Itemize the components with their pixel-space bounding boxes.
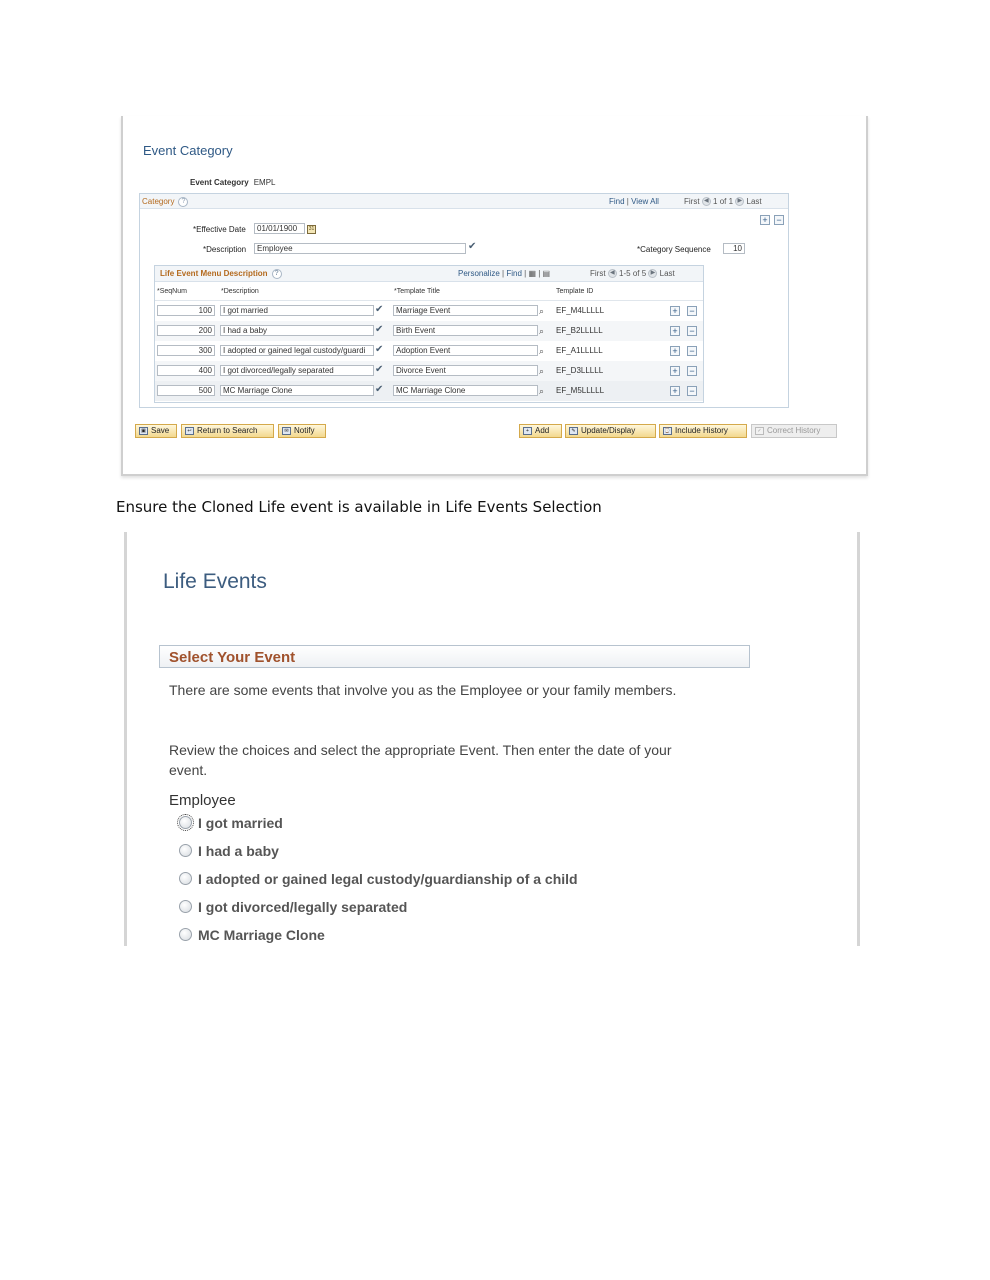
find-link[interactable]: Find <box>506 269 522 278</box>
radio-label[interactable]: I got married <box>198 815 283 831</box>
download-icon[interactable]: ▤ <box>542 269 551 278</box>
radio-button[interactable] <box>179 872 192 885</box>
add-row-icon[interactable]: + <box>670 386 680 396</box>
description-input[interactable]: I got married <box>220 305 374 316</box>
radio-label[interactable]: MC Marriage Clone <box>198 927 325 943</box>
section-title: Select Your Event <box>169 649 296 666</box>
spell-check-icon[interactable]: ✔ <box>375 384 384 395</box>
template-id: EF_M4LLLLL <box>556 306 605 315</box>
next-arrow-icon[interactable]: ▶ <box>648 269 657 278</box>
event-category-line <box>190 178 275 187</box>
table-row <box>155 381 703 401</box>
spell-check-icon[interactable]: ✔ <box>375 364 384 375</box>
life-events-screenshot <box>124 532 860 946</box>
last-label: Last <box>659 269 675 278</box>
effective-date-label: *Effective Date <box>193 225 246 234</box>
delete-row-icon[interactable]: − <box>687 306 697 316</box>
delete-row-icon[interactable]: − <box>687 346 697 356</box>
add-row-icon[interactable]: + <box>760 215 770 225</box>
col-description[interactable]: *Description <box>221 288 259 295</box>
spell-check-icon[interactable]: ✔ <box>468 241 477 252</box>
description-input[interactable]: Employee <box>254 243 466 254</box>
page-title: Event Category <box>143 143 233 158</box>
delete-row-icon[interactable]: − <box>687 326 697 336</box>
previous-arrow-icon[interactable]: ◀ <box>608 269 617 278</box>
seqnum-input[interactable]: 200 <box>157 325 215 336</box>
first-label: First <box>590 269 606 278</box>
category-pager <box>684 197 762 206</box>
grid-header <box>155 266 703 282</box>
update-display-button[interactable]: ✎ Update/Display <box>565 424 656 438</box>
seqnum-input[interactable]: 500 <box>157 385 215 396</box>
seqnum-input[interactable]: 300 <box>157 345 215 356</box>
lookup-icon[interactable]: ⌕ <box>539 366 545 376</box>
view-icon[interactable]: ▦ <box>528 269 536 278</box>
help-icon[interactable]: ? <box>272 269 282 279</box>
spell-check-icon[interactable]: ✔ <box>375 304 384 315</box>
view-all-link[interactable]: View All <box>631 197 659 206</box>
first-label: First <box>684 197 700 206</box>
event-category-label: Event Category <box>190 178 249 187</box>
table-row <box>155 321 703 341</box>
update-icon: ✎ <box>569 427 578 435</box>
category-sequence-label: *Category Sequence <box>637 245 711 254</box>
life-event-menu-grid <box>154 265 704 403</box>
correct-history-icon: ✓ <box>755 427 764 435</box>
find-link[interactable]: Find <box>609 197 625 206</box>
include-history-button[interactable]: ⌚ Include History <box>659 424 747 438</box>
table-row <box>155 341 703 361</box>
notify-button[interactable]: ✉ Notify <box>278 424 326 438</box>
description-input[interactable]: I adopted or gained legal custody/guardi <box>220 345 374 356</box>
lookup-icon[interactable]: ⌕ <box>539 306 545 316</box>
row-count: 1 of 1 <box>713 197 734 206</box>
radio-label[interactable]: I adopted or gained legal custody/guardianship of a child <box>198 871 578 887</box>
description-input[interactable]: MC Marriage Clone <box>220 385 374 396</box>
intro-paragraph: There are some events that involve you as the Employee or your family members. <box>169 682 677 698</box>
add-row-icon[interactable]: + <box>670 366 680 376</box>
template-title-input[interactable]: Birth Event <box>393 325 538 336</box>
notify-icon: ✉ <box>282 427 291 435</box>
radio-button[interactable] <box>179 816 192 829</box>
return-to-search-button[interactable]: ↩ Return to Search <box>181 424 274 438</box>
description-label: *Description <box>203 245 247 254</box>
save-button[interactable]: ▣ Save <box>135 424 177 438</box>
spell-check-icon[interactable]: ✔ <box>375 324 384 335</box>
add-row-icon[interactable]: + <box>670 306 680 316</box>
template-title-input[interactable]: MC Marriage Clone <box>393 385 538 396</box>
save-icon: ▣ <box>139 427 148 435</box>
table-row <box>155 301 703 321</box>
template-id: EF_D3LLLLL <box>556 366 604 375</box>
radio-button[interactable] <box>179 844 192 857</box>
page-title: Life Events <box>163 570 267 593</box>
template-id: EF_M5LLLLL <box>556 386 605 395</box>
correct-history-button[interactable]: ✓ Correct History <box>751 424 837 438</box>
delete-row-icon[interactable]: − <box>687 386 697 396</box>
help-icon[interactable]: ? <box>178 197 188 207</box>
category-label: Category ? <box>142 197 188 207</box>
category-section <box>139 193 789 408</box>
lookup-icon[interactable]: ⌕ <box>539 326 545 336</box>
add-button[interactable]: + Add <box>519 424 562 438</box>
seqnum-input[interactable]: 100 <box>157 305 215 316</box>
radio-button[interactable] <box>179 928 192 941</box>
category-header <box>140 194 788 209</box>
last-label: Last <box>746 197 762 206</box>
caption-text: Ensure the Cloned Life event is available in Life Events Selection <box>116 498 602 516</box>
radio-button[interactable] <box>179 900 192 913</box>
category-nav: Find | View All <box>609 197 659 206</box>
radio-label[interactable]: I had a baby <box>198 843 279 859</box>
employee-group-label: Employee <box>169 792 236 809</box>
add-row-icon[interactable]: + <box>670 346 680 356</box>
seqnum-input[interactable]: 400 <box>157 365 215 376</box>
personalize-link[interactable]: Personalize <box>458 269 500 278</box>
event-category-value: EMPL <box>253 178 276 187</box>
description-input[interactable]: I got divorced/legally separated <box>220 365 374 376</box>
add-row-icon[interactable]: + <box>670 326 680 336</box>
template-title-input[interactable]: Adoption Event <box>393 345 538 356</box>
history-icon: ⌚ <box>664 428 671 434</box>
template-id: EF_B2LLLLL <box>556 326 603 335</box>
lookup-icon[interactable]: ⌕ <box>539 386 545 396</box>
table-row <box>155 361 703 381</box>
col-seqnum[interactable]: *SeqNum <box>157 288 187 295</box>
effective-date-input[interactable]: 01/01/1900 <box>254 223 305 234</box>
category-sequence-input[interactable]: 10 <box>723 243 745 254</box>
delete-row-icon[interactable]: − <box>774 215 784 225</box>
lookup-icon[interactable]: ⌕ <box>539 346 545 356</box>
delete-row-icon[interactable]: − <box>687 366 697 376</box>
next-arrow-icon[interactable]: ▶ <box>735 197 744 206</box>
previous-arrow-icon[interactable]: ◀ <box>702 197 711 206</box>
description-input[interactable]: I had a baby <box>220 325 374 336</box>
col-template-title[interactable]: *Template Title <box>394 288 440 295</box>
grid-tools: Personalize | Find | ▦ | ▤ <box>458 269 551 278</box>
row-count: 1-5 of 5 <box>619 269 647 278</box>
event-category-screenshot <box>121 116 868 476</box>
col-template-id[interactable]: Template ID <box>556 288 594 295</box>
radio-label[interactable]: I got divorced/legally separated <box>198 899 408 915</box>
template-id: EF_A1LLLLL <box>556 346 603 355</box>
grid-pager <box>590 269 675 278</box>
add-icon: + <box>523 427 532 435</box>
spell-check-icon[interactable]: ✔ <box>375 344 384 355</box>
return-icon: ↩ <box>185 427 194 435</box>
template-title-input[interactable]: Marriage Event <box>393 305 538 316</box>
grid-column-headers <box>155 282 703 301</box>
select-event-header <box>159 645 750 668</box>
template-title-input[interactable]: Divorce Event <box>393 365 538 376</box>
grid-label: Life Event Menu Description ? <box>160 269 282 279</box>
instruction-paragraph: Review the choices and select the appropriate Event. Then enter the date of your event. <box>169 742 672 778</box>
calendar-icon[interactable]: 31 <box>308 226 315 232</box>
